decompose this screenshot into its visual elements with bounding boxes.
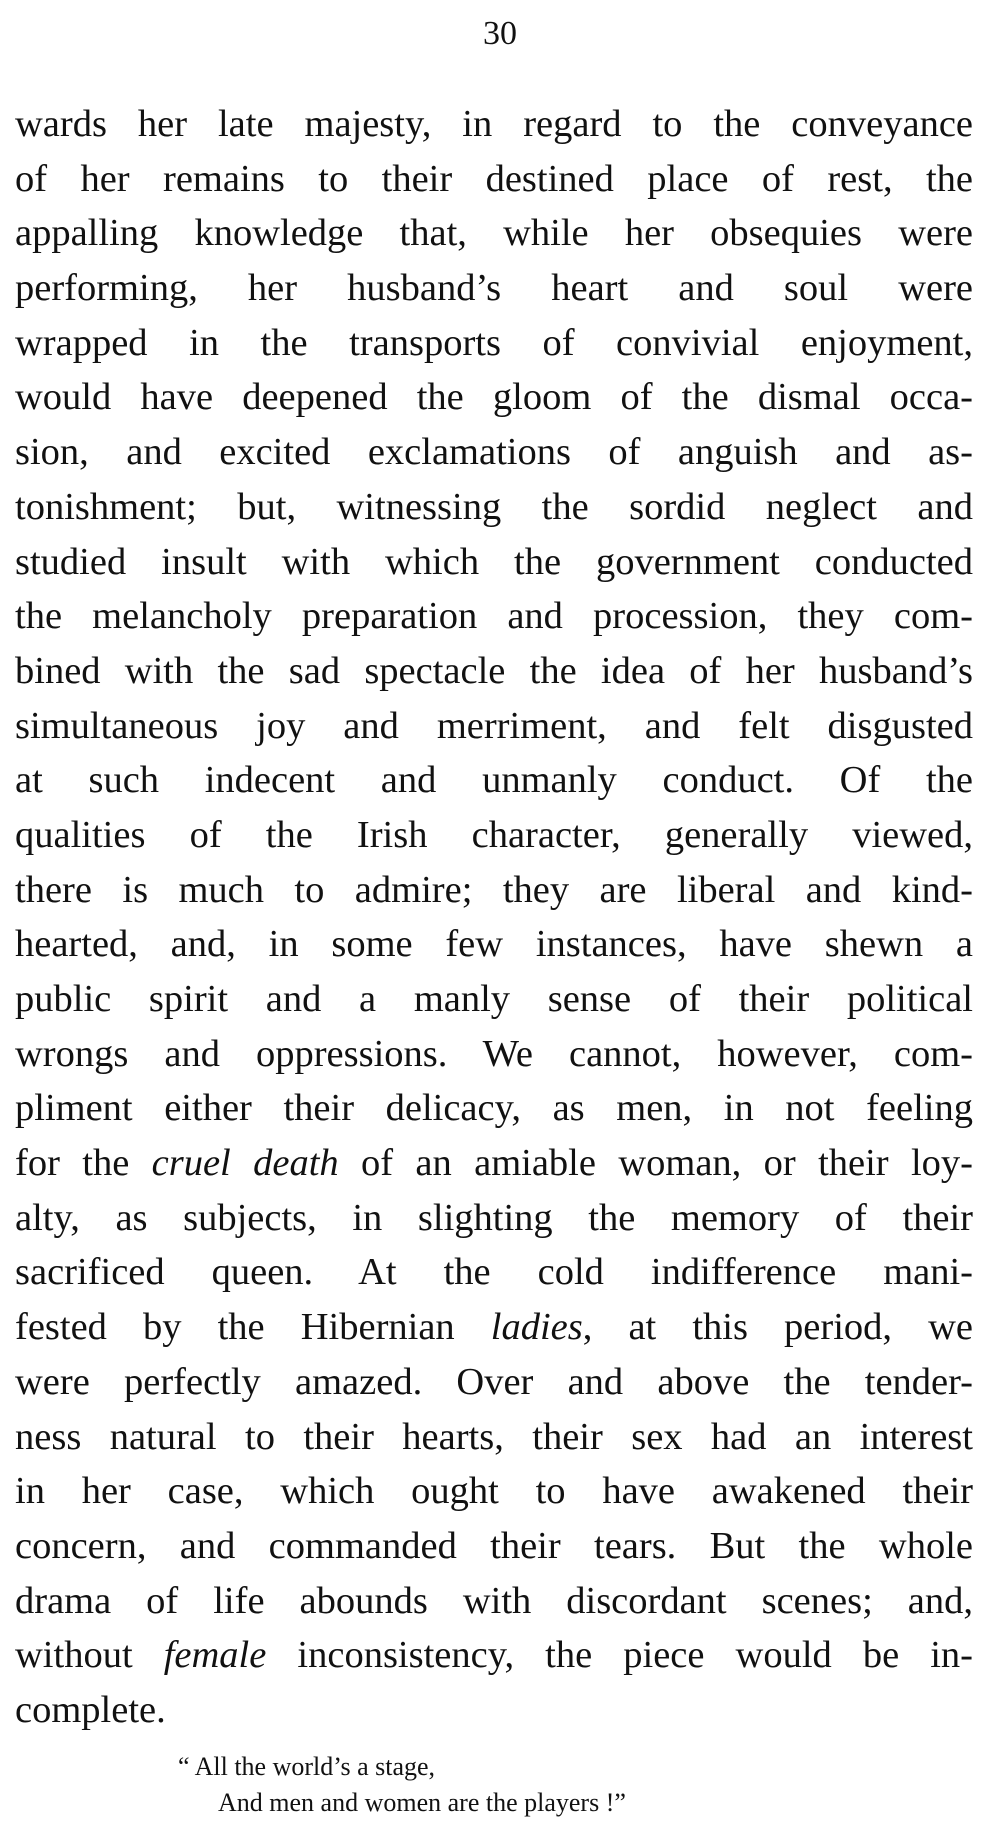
text-segment: performing, her husband’s heart and soul were	[15, 267, 973, 310]
text-segment: wrapped in the transports of convivial enjoyment,	[15, 321, 973, 364]
italic-phrase: female	[163, 1634, 267, 1677]
text-line	[15, 699, 973, 754]
text-segment: were perfectly amazed. Over and above the tender-	[15, 1360, 973, 1403]
italic-phrase: cruel death	[151, 1142, 339, 1185]
text-segment: drama of life abounds with discordant scenes; and,	[15, 1579, 973, 1622]
text-line	[15, 972, 973, 1027]
text-line	[15, 1410, 973, 1465]
text-segment: , at this period, we	[582, 1306, 973, 1349]
text-segment: inconsistency, the piece would be in-	[266, 1634, 974, 1677]
text-line	[15, 206, 973, 261]
text-segment: fested by the Hibernian	[15, 1306, 491, 1349]
text-segment: sion, and excited exclamations of anguish and as-	[15, 431, 973, 474]
text-segment: bined with the sad spectacle the idea of her husband’s	[15, 649, 973, 692]
text-line	[15, 1191, 973, 1246]
text-segment: qualities of the Irish character, generally viewed,	[15, 813, 973, 856]
text-line	[15, 1355, 973, 1410]
text-segment: at such indecent and unmanly conduct. Of the	[15, 759, 973, 802]
text-segment: appalling knowledge that, while her obsequies were	[15, 212, 973, 255]
text-line	[15, 1628, 973, 1683]
text-line	[15, 97, 973, 152]
text-segment: there is much to admire; they are liberal and kind-	[15, 868, 973, 911]
text-line	[15, 370, 973, 425]
text-line	[15, 261, 973, 316]
text-line	[15, 152, 973, 207]
text-segment: complete.	[15, 1688, 166, 1731]
text-line	[15, 1300, 973, 1355]
text-line	[15, 1574, 973, 1629]
text-line	[15, 1081, 973, 1136]
text-line	[15, 808, 973, 863]
text-segment: wrongs and oppressions. We cannot, however, com-	[15, 1032, 973, 1075]
text-line	[15, 589, 973, 644]
text-segment: alty, as subjects, in slighting the memory of their	[15, 1196, 973, 1239]
italic-phrase: ladies	[490, 1306, 583, 1349]
text-line	[15, 917, 973, 972]
text-line	[15, 535, 973, 590]
text-line	[15, 1464, 973, 1519]
text-line	[15, 1683, 973, 1738]
text-segment: concern, and commanded their tears. But the whole	[15, 1524, 973, 1567]
text-line	[15, 425, 973, 480]
text-line	[15, 1027, 973, 1082]
body-paragraph	[15, 97, 973, 1738]
text-line	[15, 644, 973, 699]
text-segment: pliment either their delicacy, as men, in not feeling	[15, 1087, 973, 1130]
text-segment: ness natural to their hearts, their sex had an interest	[15, 1415, 973, 1458]
text-segment: for the	[15, 1142, 152, 1185]
text-line	[15, 753, 973, 808]
text-line	[15, 1519, 973, 1574]
text-segment: public spirit and a manly sense of their political	[15, 978, 973, 1020]
text-line	[15, 316, 973, 371]
text-line	[15, 1136, 973, 1191]
text-line	[15, 480, 973, 535]
text-segment: the melancholy preparation and procession, they com-	[15, 595, 973, 638]
text-segment: tonishment; but, witnessing the sordid neglect and	[15, 485, 973, 528]
quote-line-1: “ All the world’s a stage,	[178, 1752, 436, 1781]
text-segment: studied insult with which the government conducted	[15, 540, 973, 583]
text-segment: without	[15, 1634, 164, 1677]
text-segment: wards her late majesty, in regard to the conveyance	[15, 103, 973, 145]
verse-quotation	[178, 1749, 898, 1821]
text-line	[15, 1245, 973, 1300]
text-segment: hearted, and, in some few instances, have shewn a	[15, 923, 973, 966]
text-segment: of an amiable woman, or their loy-	[338, 1142, 973, 1185]
page-number: 30	[483, 15, 517, 52]
text-segment: simultaneous joy and merriment, and felt disgusted	[15, 704, 973, 747]
text-segment: sacrificed queen. At the cold indifference mani-	[15, 1251, 973, 1294]
text-segment: in her case, which ought to have awakened their	[15, 1470, 973, 1513]
quote-line-2: And men and women are the players !”	[218, 1788, 626, 1817]
text-line	[15, 863, 973, 918]
text-segment: would have deepened the gloom of the dismal occa-	[15, 376, 973, 419]
text-segment: of her remains to their destined place of rest, the	[15, 157, 973, 200]
